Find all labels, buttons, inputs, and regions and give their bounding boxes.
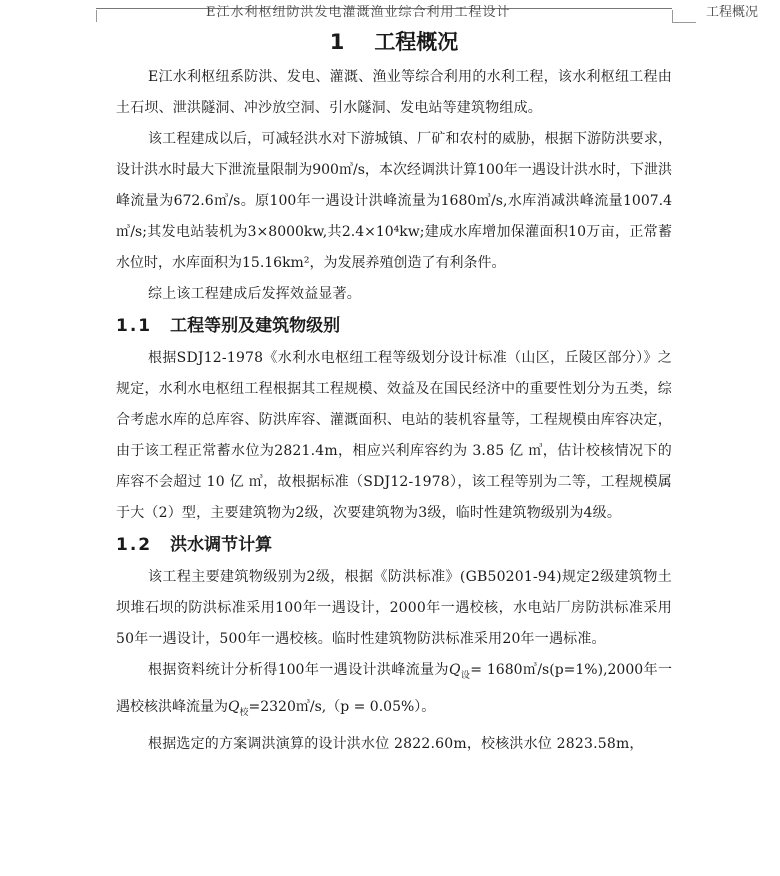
section-heading-1-2 bbox=[116, 529, 672, 562]
chapter-number: 1 bbox=[329, 30, 345, 54]
flood-peak-text-b: = 1680㎥/s(p=1%),2000年一遇校核洪峰流量为 bbox=[116, 662, 672, 715]
margin-corner-mark-right-tick bbox=[672, 22, 696, 23]
document-body bbox=[116, 24, 672, 760]
intro-paragraph-3: 综上该工程建成后发挥效益显著。 bbox=[148, 286, 361, 302]
section-heading-1-1 bbox=[116, 310, 672, 343]
section-number-1-1: 1.1 bbox=[116, 316, 153, 336]
section-number-1-2: 1.2 bbox=[116, 535, 153, 555]
design-discharge-symbol: $Q_设$ bbox=[448, 662, 471, 681]
intro-paragraph-1: E江水利枢纽系防洪、发电、灌溉、渔业等综合利用的水利工程，该水利枢纽工程由土石坝、泄洪隧洞、冲沙放空洞、引水隧洞、发电站等建筑物组成。 bbox=[116, 69, 672, 116]
running-header-right: 工程概况 bbox=[706, 5, 759, 20]
section-1-2-paragraph-2 bbox=[116, 655, 672, 729]
running-header-title: E江水利枢纽防洪发电灌溉渔业综合利用工程设计 bbox=[206, 5, 511, 20]
margin-corner-mark-right bbox=[672, 10, 685, 22]
section-title-1-1: 工程等别及建筑物级别 bbox=[170, 316, 341, 336]
chapter-heading bbox=[116, 24, 672, 62]
check-discharge-symbol: $Q_校$ bbox=[228, 698, 249, 718]
section-1-2-paragraph-3: 根据选定的方案调洪演算的设计洪水位 2822.60m，校核洪水位 2823.58m， bbox=[148, 735, 644, 752]
flood-peak-text-a: 根据资料统计分析得100年一遇设计洪峰流量为 bbox=[148, 662, 449, 678]
intro-paragraph-2: 该工程建成以后，可减轻洪水对下游城镇、厂矿和农村的威胁，根据下游防洪要求，设计洪水时最大下泄流量限制为900㎥/s，本次经调洪计算100年一遇设计洪水时，下泄洪峰流量为672.6㎥/s。原100年一遇设计洪峰流量为1680㎥/s,水库消减洪峰流量1007.4㎥/s;其发电站装机为3×8000kw,共2.4×10⁴kw;建成水库增加保灌面积10万亩，正常蓄水位时，水库面积为15.16km²，为发展养殖创造了有利条件。 bbox=[116, 131, 672, 271]
section-title-1-2: 洪水调节计算 bbox=[170, 535, 273, 555]
page-header-rule bbox=[96, 5, 759, 20]
flood-peak-text-c: =2320㎥/s,（p = 0.05%）。 bbox=[248, 698, 436, 715]
chapter-title: 工程概况 bbox=[374, 30, 459, 54]
section-1-2-paragraph-1: 该工程主要建筑物级别为2级，根据《防洪标准》(GB50201-94)规定2级建筑物土坝堆石坝的防洪标准采用100年一遇设计，2000年一遇校核，水电站厂房防洪标准采用50年一遇设计，500年一遇校核。临时性建筑物防洪标准采用20年一遇标准。 bbox=[116, 569, 672, 647]
margin-corner-mark-left bbox=[84, 10, 97, 22]
section-1-1-paragraph-1: 根据SDJ12-1978《水利水电枢纽工程等级划分设计标准（山区，丘陵区部分）》之规定，水利水电枢纽工程根据其工程规模、效益及在国民经济中的重要性划分为五类，综合考虑水库的总库容、防洪库容、灌溉面积、电站的装机容量等，工程规模由库容决定，由于该工程正常蓄水位为2821.4m，相应兴利库容约为 3.85 亿 ㎥，估计校核情况下的库容不会超过 10 亿 ㎥，故根据标准（SDJ12-1978），该工程等别为二等，工程规模属于大（2）型，主要建筑物为2级，次要建筑物为3级，临时性建筑物级别为4级。 bbox=[116, 350, 672, 521]
